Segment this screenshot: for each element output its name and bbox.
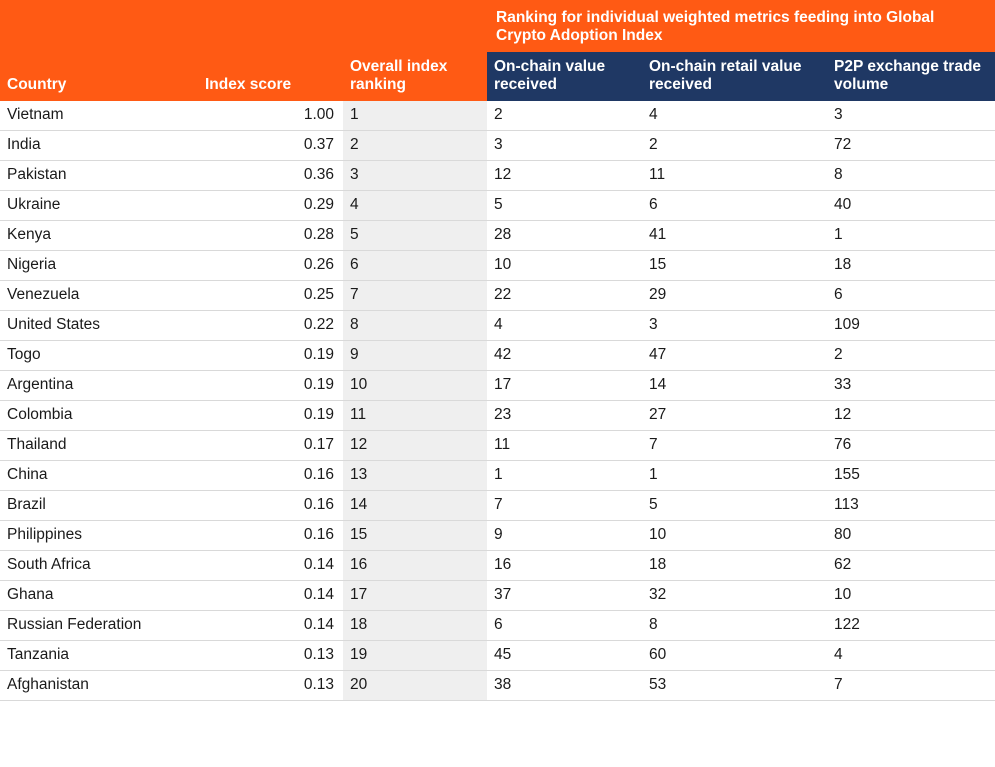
cell-index-score: 0.26: [198, 250, 343, 280]
cell-overall-ranking: 8: [343, 310, 487, 340]
cell-country: Argentina: [0, 370, 198, 400]
table-row: [0, 101, 995, 130]
cell-on-chain-value: 11: [487, 430, 642, 460]
cell-index-score: 1.00: [198, 101, 343, 130]
cell-p2p-volume: 40: [827, 191, 995, 221]
cell-country: Brazil: [0, 490, 198, 520]
table-row: [0, 161, 995, 191]
cell-on-chain-retail: 27: [642, 400, 827, 430]
cell-on-chain-retail: 3: [642, 310, 827, 340]
table-header-group-row: [0, 0, 995, 52]
cell-country: Venezuela: [0, 280, 198, 310]
cell-country: Colombia: [0, 400, 198, 430]
cell-overall-ranking: 10: [343, 370, 487, 400]
cell-index-score: 0.19: [198, 370, 343, 400]
cell-on-chain-value: 22: [487, 280, 642, 310]
column-header-country-label: Country: [7, 75, 67, 93]
cell-p2p-volume: 72: [827, 131, 995, 161]
cell-on-chain-value: 23: [487, 400, 642, 430]
table-row: [0, 400, 995, 430]
cell-on-chain-retail: 32: [642, 580, 827, 610]
cell-country: Thailand: [0, 430, 198, 460]
cell-on-chain-retail: 5: [642, 490, 827, 520]
cell-p2p-volume: 122: [827, 610, 995, 640]
cell-on-chain-retail: 29: [642, 280, 827, 310]
cell-p2p-volume: 33: [827, 370, 995, 400]
cell-country: United States: [0, 310, 198, 340]
table-row: [0, 310, 995, 340]
cell-overall-ranking: 15: [343, 520, 487, 550]
cell-on-chain-value: 2: [487, 101, 642, 130]
cell-index-score: 0.13: [198, 640, 343, 670]
cell-index-score: 0.37: [198, 131, 343, 161]
cell-p2p-volume: 6: [827, 280, 995, 310]
column-header-on-chain-retail: [642, 52, 827, 102]
cell-overall-ranking: 19: [343, 640, 487, 670]
table-row: [0, 610, 995, 640]
cell-index-score: 0.13: [198, 670, 343, 700]
cell-p2p-volume: 8: [827, 161, 995, 191]
cell-on-chain-retail: 4: [642, 101, 827, 130]
cell-on-chain-value: 4: [487, 310, 642, 340]
cell-on-chain-retail: 11: [642, 161, 827, 191]
cell-country: Philippines: [0, 520, 198, 550]
cell-overall-ranking: 4: [343, 191, 487, 221]
cell-country: Ukraine: [0, 191, 198, 221]
table-row: [0, 131, 995, 161]
cell-p2p-volume: 12: [827, 400, 995, 430]
cell-index-score: 0.29: [198, 191, 343, 221]
column-header-on-chain-retail-label: On-chain retail value received: [649, 57, 802, 93]
cell-overall-ranking: 5: [343, 221, 487, 251]
cell-index-score: 0.36: [198, 161, 343, 191]
cell-overall-ranking: 3: [343, 161, 487, 191]
cell-index-score: 0.17: [198, 430, 343, 460]
cell-on-chain-retail: 1: [642, 460, 827, 490]
cell-country: Pakistan: [0, 161, 198, 191]
column-header-overall-ranking-label: Overall index ranking: [350, 57, 448, 93]
cell-overall-ranking: 12: [343, 430, 487, 460]
column-header-metrics-group: [487, 0, 995, 52]
cell-country: South Africa: [0, 550, 198, 580]
cell-on-chain-retail: 41: [642, 221, 827, 251]
cell-on-chain-value: 45: [487, 640, 642, 670]
cell-country: China: [0, 460, 198, 490]
cell-index-score: 0.25: [198, 280, 343, 310]
table-row: [0, 520, 995, 550]
cell-on-chain-value: 3: [487, 131, 642, 161]
cell-on-chain-value: 16: [487, 550, 642, 580]
cell-overall-ranking: 9: [343, 340, 487, 370]
cell-on-chain-retail: 7: [642, 430, 827, 460]
cell-p2p-volume: 113: [827, 490, 995, 520]
cell-index-score: 0.14: [198, 610, 343, 640]
table-row: [0, 490, 995, 520]
cell-country: Russian Federation: [0, 610, 198, 640]
cell-on-chain-retail: 18: [642, 550, 827, 580]
cell-on-chain-value: 5: [487, 191, 642, 221]
column-header-p2p-volume: [827, 52, 995, 102]
table-row: [0, 430, 995, 460]
cell-p2p-volume: 1: [827, 221, 995, 251]
cell-country: Ghana: [0, 580, 198, 610]
cell-on-chain-retail: 53: [642, 670, 827, 700]
cell-on-chain-value: 7: [487, 490, 642, 520]
table-row: [0, 460, 995, 490]
column-header-index-score: [198, 0, 343, 101]
cell-p2p-volume: 80: [827, 520, 995, 550]
cell-on-chain-retail: 15: [642, 250, 827, 280]
cell-index-score: 0.19: [198, 340, 343, 370]
cell-on-chain-retail: 6: [642, 191, 827, 221]
cell-p2p-volume: 2: [827, 340, 995, 370]
cell-overall-ranking: 11: [343, 400, 487, 430]
table-row: [0, 191, 995, 221]
cell-overall-ranking: 16: [343, 550, 487, 580]
cell-p2p-volume: 109: [827, 310, 995, 340]
table-header: [0, 0, 995, 101]
column-header-index-score-label: Index score: [205, 75, 292, 93]
table-row: [0, 221, 995, 251]
cell-index-score: 0.16: [198, 490, 343, 520]
table-row: [0, 370, 995, 400]
cell-p2p-volume: 155: [827, 460, 995, 490]
table-body: [0, 101, 995, 700]
cell-country: Tanzania: [0, 640, 198, 670]
cell-on-chain-retail: 8: [642, 610, 827, 640]
cell-on-chain-value: 9: [487, 520, 642, 550]
cell-index-score: 0.28: [198, 221, 343, 251]
cell-p2p-volume: 18: [827, 250, 995, 280]
cell-on-chain-retail: 2: [642, 131, 827, 161]
cell-index-score: 0.16: [198, 520, 343, 550]
cell-on-chain-retail: 14: [642, 370, 827, 400]
cell-overall-ranking: 20: [343, 670, 487, 700]
cell-p2p-volume: 3: [827, 101, 995, 130]
cell-p2p-volume: 7: [827, 670, 995, 700]
cell-on-chain-value: 10: [487, 250, 642, 280]
table-row: [0, 280, 995, 310]
cell-country: India: [0, 131, 198, 161]
cell-on-chain-retail: 10: [642, 520, 827, 550]
cell-on-chain-value: 37: [487, 580, 642, 610]
column-header-on-chain-value-label: On-chain value received: [494, 57, 606, 93]
cell-index-score: 0.22: [198, 310, 343, 340]
table-row: [0, 250, 995, 280]
cell-country: Vietnam: [0, 101, 198, 130]
table-row: [0, 640, 995, 670]
cell-overall-ranking: 14: [343, 490, 487, 520]
column-header-country: [0, 0, 198, 101]
cell-index-score: 0.19: [198, 400, 343, 430]
table-row: [0, 550, 995, 580]
cell-p2p-volume: 62: [827, 550, 995, 580]
cell-on-chain-retail: 47: [642, 340, 827, 370]
cell-p2p-volume: 76: [827, 430, 995, 460]
cell-on-chain-value: 17: [487, 370, 642, 400]
cell-country: Nigeria: [0, 250, 198, 280]
cell-p2p-volume: 10: [827, 580, 995, 610]
cell-country: Kenya: [0, 221, 198, 251]
cell-index-score: 0.16: [198, 460, 343, 490]
cell-p2p-volume: 4: [827, 640, 995, 670]
table-row: [0, 670, 995, 700]
cell-overall-ranking: 13: [343, 460, 487, 490]
cell-overall-ranking: 7: [343, 280, 487, 310]
cell-overall-ranking: 2: [343, 131, 487, 161]
cell-overall-ranking: 18: [343, 610, 487, 640]
cell-on-chain-value: 12: [487, 161, 642, 191]
cell-country: Togo: [0, 340, 198, 370]
column-header-p2p-volume-label: P2P exchange trade volume: [834, 57, 982, 93]
table-row: [0, 580, 995, 610]
column-header-metrics-group-text: Ranking for individual weighted metrics feeding into Global Crypto Adoption Index: [496, 9, 935, 45]
cell-on-chain-value: 28: [487, 221, 642, 251]
cell-on-chain-value: 42: [487, 340, 642, 370]
column-header-on-chain-value: [487, 52, 642, 102]
cell-overall-ranking: 6: [343, 250, 487, 280]
table-row: [0, 340, 995, 370]
cell-country: Afghanistan: [0, 670, 198, 700]
cell-on-chain-value: 38: [487, 670, 642, 700]
cell-overall-ranking: 17: [343, 580, 487, 610]
column-header-overall-ranking: [343, 0, 487, 101]
cell-on-chain-retail: 60: [642, 640, 827, 670]
cell-overall-ranking: 1: [343, 101, 487, 130]
cell-on-chain-value: 1: [487, 460, 642, 490]
cell-index-score: 0.14: [198, 580, 343, 610]
cell-on-chain-value: 6: [487, 610, 642, 640]
cell-index-score: 0.14: [198, 550, 343, 580]
